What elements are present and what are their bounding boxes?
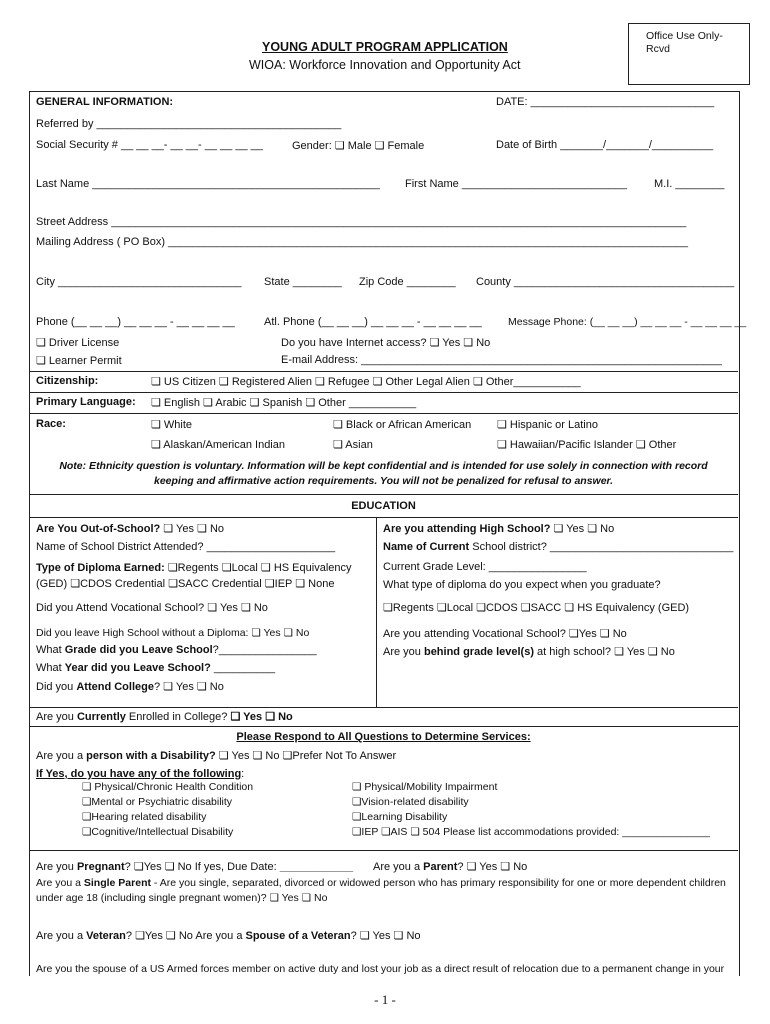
text: : (241, 768, 245, 780)
left-hs-field[interactable]: Did you leave High School without a Diploma: ❏ Yes ❏ No (36, 627, 310, 639)
zip-field[interactable]: Zip Code ________ (359, 276, 456, 288)
single-parent-field[interactable] (36, 877, 726, 889)
text: Are you a (36, 877, 84, 889)
citizenship-label: Citizenship: (36, 375, 99, 387)
mi-field[interactable]: M.I. ________ (654, 178, 725, 190)
language-label: Primary Language: (36, 396, 136, 408)
behind-grade-field[interactable] (383, 645, 675, 658)
expect-diploma-options[interactable]: ❏Regents ❏Local ❏CDOS ❏SACC ❏ HS Equivalency (GED) (383, 602, 690, 614)
expect-diploma-question: What type of diploma do you expect when you graduate? (383, 579, 661, 591)
office-use-label: Office Use Only- (646, 30, 723, 42)
text: __________ (210, 662, 276, 674)
disability-option[interactable]: ❏Mental or Psychiatric disability (82, 796, 233, 808)
text-bold: Pregnant (76, 861, 125, 873)
hs-attending-field[interactable] (383, 522, 614, 535)
attend-college-field[interactable] (36, 680, 224, 693)
out-of-school-question: Are You Out-of-School? (36, 523, 161, 535)
date-field[interactable]: DATE: ______________________________ (496, 96, 715, 108)
year-left-field[interactable] (36, 662, 275, 674)
email-field[interactable]: E-mail Address: ___________________________________________________________ (281, 354, 723, 366)
text: - Are you single, separated, divorced or widowed person who has primary responsibility for one or more dependent children (150, 877, 726, 889)
divider (29, 392, 738, 393)
disability-option[interactable]: ❏Learning Disability (352, 811, 448, 823)
text-bold: Year did you Leave School? (64, 662, 211, 674)
county-field[interactable]: County ____________________________________ (476, 276, 735, 288)
text-bold: Currently (76, 711, 126, 723)
text-bold: Grade did you Leave School (64, 644, 213, 656)
pregnant-field[interactable] (36, 860, 353, 873)
voc-attending-field[interactable]: Are you attending Vocational School? ❏Yes ❏ No (383, 628, 627, 640)
text-bold: If Yes, do you have any of the following (36, 768, 242, 780)
grade-level-field[interactable]: Current Grade Level: ________________ (383, 561, 587, 573)
text-bold: Name of Current (383, 541, 470, 553)
diploma-earned-field[interactable] (36, 561, 352, 574)
last-name-field[interactable]: Last Name _______________________________________________ (36, 178, 380, 190)
education-heading: EDUCATION (351, 500, 416, 512)
form-title: YOUNG ADULT PROGRAM APPLICATION (262, 40, 508, 54)
phone-field[interactable]: Phone (__ __ __) __ __ __ - __ __ __ __ (36, 316, 235, 328)
text: ?________________ (212, 644, 317, 656)
text: What (36, 644, 65, 656)
race-black-option[interactable]: ❏ Black or African American (333, 419, 472, 431)
vocational-attend-field[interactable]: Did you Attend Vocational School? ❏ Yes ❏ No (36, 602, 268, 614)
text: ? ❏ Yes ❏ No (153, 681, 224, 693)
divider (29, 371, 738, 372)
divider (29, 707, 738, 708)
divider (29, 413, 738, 414)
text-bold: person with a Disability? (86, 750, 216, 762)
first-name-field[interactable]: First Name ___________________________ (405, 178, 628, 190)
diploma-options[interactable]: ❏Regents ❏Local ❏ HS Equivalency (164, 562, 352, 574)
form-subtitle: WIOA: Workforce Innovation and Opportunity Act (249, 58, 521, 72)
page-number: - 1 - (374, 992, 396, 1007)
text-bold: Veteran (86, 930, 126, 942)
column-divider (376, 517, 377, 707)
text: Enrolled in College? (125, 711, 231, 723)
text: Are you a (36, 930, 87, 942)
disability-option[interactable]: ❏Cognitive/Intellectual Disability (82, 826, 234, 838)
race-alaskan-option[interactable]: ❏ Alaskan/American Indian (151, 439, 285, 451)
ssn-field[interactable]: Social Security # __ __ __- __ __- __ __ __ __ (36, 139, 263, 151)
disability-option[interactable]: ❏Hearing related disability (82, 811, 207, 823)
text: Did you (36, 681, 77, 693)
race-asian-option[interactable]: ❏ Asian (333, 439, 373, 451)
veteran-field[interactable] (36, 929, 421, 942)
services-heading: Please Respond to All Questions to Determine Services: (236, 731, 531, 743)
driver-license-option[interactable]: ❏ Driver License (36, 337, 120, 349)
text: at high school? ❏ Yes ❏ No (534, 646, 675, 658)
citizenship-options[interactable]: ❏ US Citizen ❏ Registered Alien ❏ Refugee ❏ Other Legal Alien ❏ Other___________ (151, 376, 581, 388)
city-field[interactable]: City ______________________________ (36, 276, 242, 288)
spouse-armed-forces-field[interactable]: Are you the spouse of a US Armed forces member on active duty and lost your job as a direct result of relocation due to a permanent change in your (36, 963, 725, 975)
text: ? ❏ Yes ❏ No (350, 930, 421, 942)
out-of-school-options[interactable]: ❏ Yes ❏ No (160, 523, 225, 535)
grade-left-field[interactable] (36, 644, 317, 656)
hs-question: Are you attending High School? (383, 523, 551, 535)
text: Are you (383, 646, 424, 658)
general-heading: GENERAL INFORMATION: (36, 96, 174, 108)
divider (29, 517, 738, 518)
text: School district? ______________________________ (469, 541, 734, 553)
ethnicity-note-line1: Note: Ethnicity question is voluntary. Information will be kept confidential and is intended for use solely in connection with record (59, 460, 708, 472)
text: Are you a (373, 861, 424, 873)
language-options[interactable]: ❏ English ❏ Arabic ❏ Spanish ❏ Other ___________ (151, 397, 417, 409)
text-bold: Parent (423, 861, 458, 873)
out-of-school-field[interactable] (36, 522, 224, 535)
parent-field[interactable] (373, 860, 527, 873)
race-hispanic-option[interactable]: ❏ Hispanic or Latino (497, 419, 598, 431)
ethnicity-note-line2: keeping and affirmative action requirements. You will not be penalized for refusal to answer. (153, 475, 613, 487)
text-bold: Spouse of a Veteran (245, 930, 351, 942)
disability-field[interactable] (36, 749, 396, 762)
divider (29, 494, 738, 495)
dob-field[interactable]: Date of Birth _______/_______/__________ (496, 139, 714, 151)
race-hawaiian-option[interactable]: ❏ Hawaiian/Pacific Islander ❏ Other (497, 439, 677, 451)
mailing-field[interactable]: Mailing Address ( PO Box) _____________________________________________________________________________________ (36, 236, 689, 248)
state-field[interactable]: State ________ (264, 276, 342, 288)
single-parent-line2[interactable]: under age 18 (including single pregnant women)? ❏ Yes ❏ No (36, 892, 328, 904)
referred-by-field[interactable]: Referred by ________________________________________ (36, 118, 342, 130)
current-district-field[interactable] (383, 541, 733, 553)
text-bold: Single Parent (83, 877, 151, 889)
hs-options[interactable]: ❏ Yes ❏ No (550, 523, 615, 535)
alt-phone-field[interactable]: Atl. Phone (__ __ __) __ __ __ - __ __ __ __ (264, 316, 482, 328)
disability-option[interactable]: ❏Vision-related disability (352, 796, 469, 808)
text: ❏ Yes ❏ No ❏Prefer Not To Answer (215, 750, 397, 762)
disability-option[interactable]: ❏ Physical/Mobility Impairment (352, 781, 498, 793)
text-bold: behind grade level(s) (423, 646, 534, 658)
text: Are you (36, 861, 77, 873)
diploma-options-line2[interactable]: (GED) ❏CDOS Credential ❏SACC Credential ❏IEP ❏ None (36, 578, 335, 590)
message-phone-field[interactable]: Message Phone: (__ __ __) __ __ __ - __ __ __ __ (508, 316, 747, 328)
disability-option[interactable]: ❏ Physical/Chronic Health Condition (82, 781, 254, 793)
enrolled-college-field[interactable] (36, 710, 293, 723)
office-rcvd-label: Rcvd (646, 43, 670, 55)
text: ? ❏Yes ❏ No Are you a (125, 930, 246, 942)
text: ? ❏Yes ❏ No If yes, Due Date: (124, 861, 280, 873)
diploma-question: Type of Diploma Earned: (36, 562, 165, 574)
divider (29, 850, 738, 851)
text: ? ❏ Yes ❏ No (457, 861, 528, 873)
text: What (36, 662, 65, 674)
race-white-option[interactable]: ❏ White (151, 419, 193, 431)
text: Are you a (36, 750, 87, 762)
text-bold: Attend College (76, 681, 154, 693)
district-attended-field[interactable]: Name of School District Attended? _____________________ (36, 541, 336, 553)
learner-permit-option[interactable]: ❏ Learner Permit (36, 355, 122, 367)
text: Are you (36, 711, 77, 723)
race-label: Race: (36, 418, 66, 430)
enrolled-options[interactable]: ❏ Yes ❏ No (230, 711, 293, 723)
ifyes-heading (36, 768, 244, 780)
disability-option[interactable]: ❏IEP ❏AIS ❏ 504 Please list accommodations provided: _______________ (352, 826, 710, 838)
divider (29, 726, 738, 727)
gender-field[interactable]: Gender: ❏ Male ❏ Female (292, 140, 425, 152)
street-field[interactable]: Street Address ______________________________________________________________________________________________ (36, 216, 687, 228)
text-bold: ____________ (279, 861, 354, 873)
internet-access-field[interactable]: Do you have Internet access? ❏ Yes ❏ No (281, 337, 491, 349)
office-use-box (628, 23, 750, 85)
